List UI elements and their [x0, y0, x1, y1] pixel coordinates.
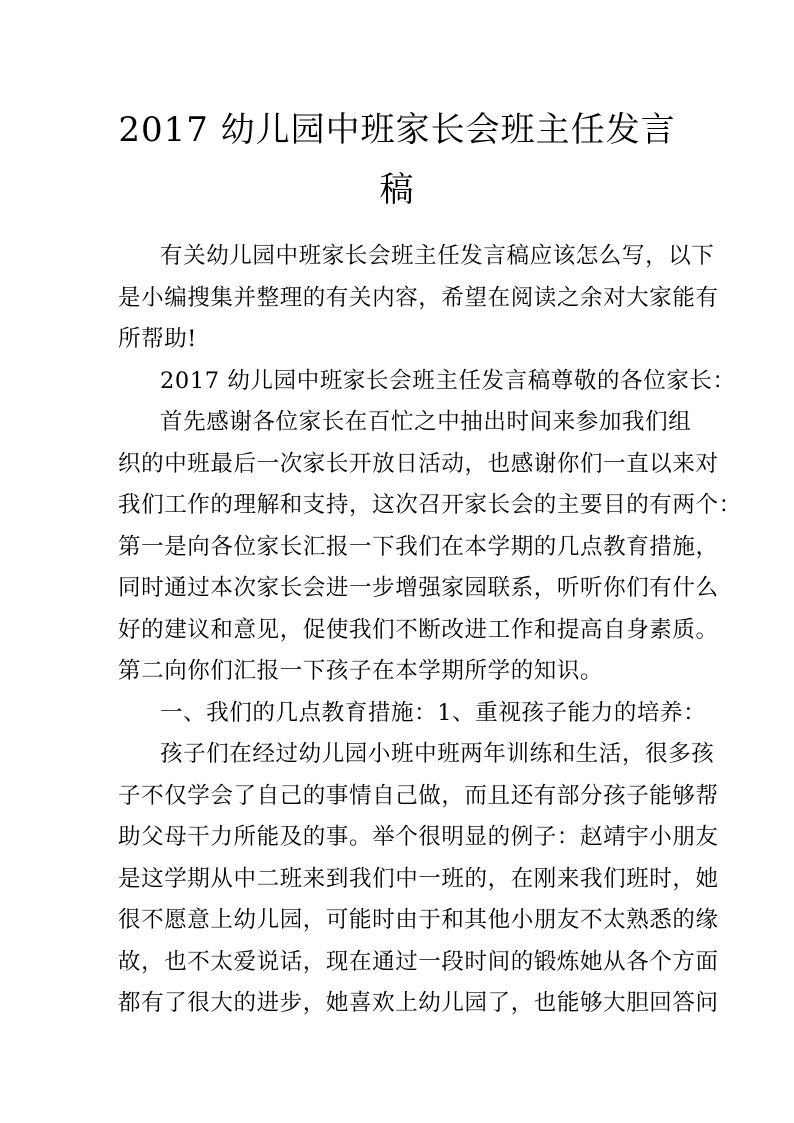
body-line-11: 第二向你们汇报一下孩子在本学期所学的知识。 — [118, 658, 604, 684]
body-line-14: 子不仅学会了自己的事情自己做，而且还有部分孩子能够帮 — [118, 783, 719, 809]
body-line-4: 2017 幼儿园中班家长会班主任发言稿尊敬的各位家长： — [160, 368, 736, 394]
body-line-16: 是这学期从中二班来到我们中一班的，在刚来我们班时，她 — [118, 866, 719, 892]
body-line-5: 首先感谢各位家长在百忙之中抽出时间来参加我们组 — [160, 409, 692, 435]
body-line-1: 有关幼儿园中班家长会班主任发言稿应该怎么写，以下 — [160, 243, 715, 269]
document-title-line-2: 稿 — [379, 170, 415, 210]
body-line-17: 很不愿意上幼儿园，可能时由于和其他小朋友不太熟悉的缘 — [118, 907, 719, 933]
body-line-2: 是小编搜集并整理的有关内容，希望在阅读之余对大家能有 — [118, 285, 719, 311]
body-line-19: 都有了很大的进步，她喜欢上幼儿园了，也能够大胆回答问 — [118, 990, 719, 1016]
body-line-10: 好的建议和意见，促使我们不断改进工作和提高自身素质。 — [118, 617, 719, 643]
body-line-6: 织的中班最后一次家长开放日活动，也感谢你们一直以来对 — [118, 451, 719, 477]
body-line-9: 同时通过本次家长会进一步增强家园联系，听听你们有什么 — [118, 575, 719, 601]
body-line-12: 一、我们的几点教育措施：1、重视孩子能力的培养： — [160, 700, 707, 726]
body-line-18: 故，也不太爱说话，现在通过一段时间的锻炼她从各个方面 — [118, 949, 719, 975]
body-line-7: 我们工作的理解和支持，这次召开家长会的主要目的有两个： — [118, 492, 742, 518]
body-line-13: 孩子们在经过幼儿园小班中班两年训练和生活，很多孩 — [160, 741, 715, 767]
document-title-line-1: 2017 幼儿园中班家长会班主任发言 — [118, 110, 676, 150]
body-line-3: 所帮助! — [118, 326, 197, 352]
body-line-8: 第一是向各位家长汇报一下我们在本学期的几点教育措施， — [118, 534, 719, 560]
body-line-15: 助父母干力所能及的事。举个很明显的例子：赵靖宇小朋友 — [118, 824, 719, 850]
